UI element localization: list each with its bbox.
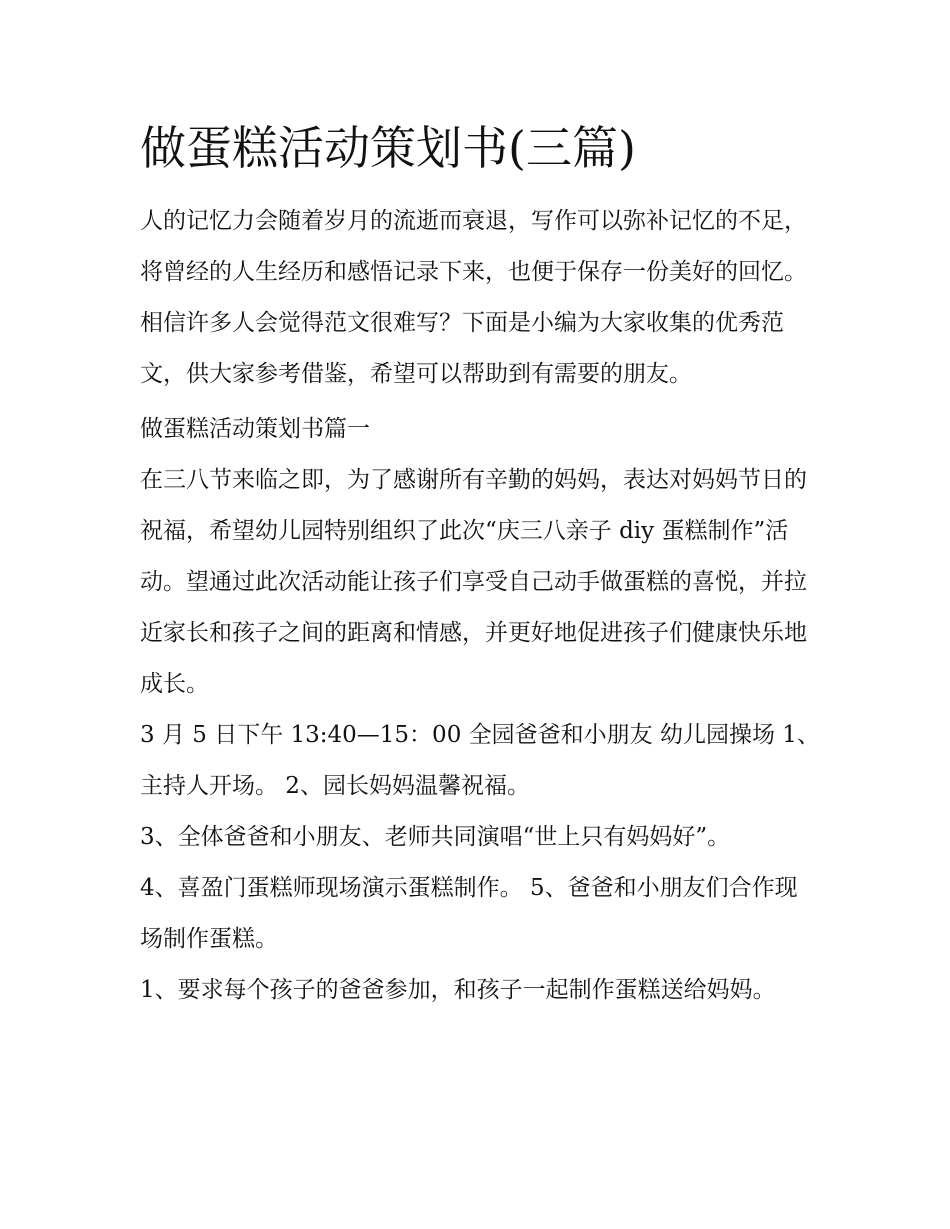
intro-paragraph: 人的记忆力会随着岁月的流逝而衰退，写作可以弥补记忆的不足，将曾经的人生经历和感悟记录下来，也便于保存一份美好的回忆。相信许多人会觉得范文很难写？下面是小编为大家收集的优秀范文，供大家参考借鉴，希望可以帮助到有需要的朋友。 (140, 208, 807, 387)
schedule-paragraph: 3 月 5 日下午 13:40—15：00 全园爸爸和小朋友 幼儿园操场 1、主持人开场。 2、园长妈妈温馨祝福。 (140, 722, 820, 799)
document-body (140, 114, 820, 1016)
document-title: 做蛋糕活动策划书(三篇) (140, 121, 636, 175)
list-item: 4、喜盈门蛋糕师现场演示蛋糕制作。 5、爸爸和小朋友们合作现场制作蛋糕。 (140, 875, 798, 952)
requirement-item: 1、要求每个孩子的爸爸参加，和孩子一起制作蛋糕送给妈妈。 (140, 977, 776, 1003)
list-item: 3、全体爸爸和小朋友、老师共同演唱“世上只有妈妈好”。 (140, 824, 731, 850)
section-heading: 做蛋糕活动策划书篇一 (140, 416, 370, 442)
body-paragraph: 在三八节来临之即，为了感谢所有辛勤的妈妈，表达对妈妈节日的祝福，希望幼儿园特别组织了此次“庆三八亲子 diy 蛋糕制作”活动。望通过此次活动能让孩子们享受自己动手做蛋糕的喜悦，并拉近家长和孩子之间的距离和情感，并更好地促进孩子们健康快乐地成长。 (140, 467, 807, 697)
